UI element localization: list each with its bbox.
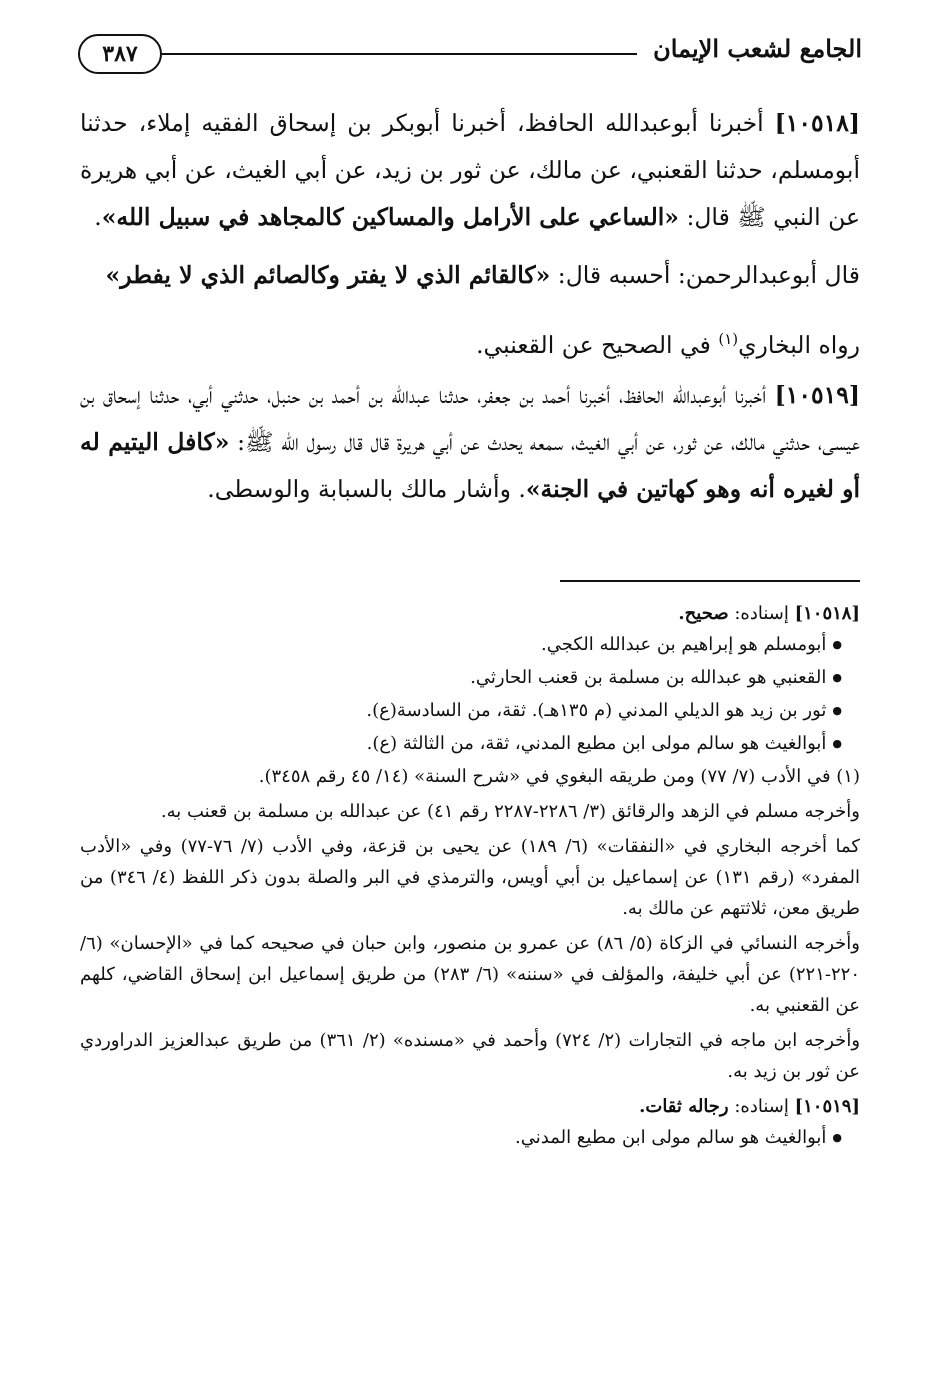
hadith-10519 (80, 372, 860, 513)
footnote-para: وأخرجه مسلم في الزهد والرقائق (٣/ ٢٢٨٦-٢٢٨٧ رقم ٤١) عن عبدالله بن مسلمة بن قعنب به. (160, 801, 860, 822)
footnote-para: وأخرجه ابن ماجه في التجارات (٢/ ٧٢٤) وأحمد في «مسنده» (٢/ ٣٦١) من طريق عبدالعزيز الدراوردي عن ثور بن زيد به. (80, 1030, 861, 1082)
hadith-number: [١٠٥١٨] (774, 109, 860, 137)
note-number: [١٠٥١٨] (794, 603, 860, 624)
note-10518-heading (80, 598, 860, 629)
note-bullet: ● أبوالغيث هو سالم مولى ابن مطيع المدني، ثقة، من الثالثة (ع). (80, 728, 860, 761)
main-text-p3 (80, 316, 860, 369)
hadith-chain-2: أخبرنا أبوعبدالله الحافظ، أخبرنا أحمد بن جعفر، حدثنا عبدالله بن أحمد بن حنبل، حدثني أبي، حدثنا إسحاق بن عيسى، حدثني مالك، عن ثور، عن أبي الغيث، سمعه يحدث عن أبي هريرة قال قال رسول الله ﷺ: (80, 381, 861, 456)
footnotes (80, 598, 860, 1155)
hadith-end-2: . وأشار مالك بالسبابة والوسطى. (207, 475, 526, 503)
note-bullet: ● ثور بن زيد هو الديلي المدني (م ١٣٥هـ). ثقة، من السادسة(ع). (80, 695, 860, 728)
hadith-quote: «الساعي على الأرامل والمساكين كالمجاهد في سبيل الله» (101, 203, 679, 231)
hadith-number-2: [١٠٥١٩] (774, 381, 860, 409)
note-label: إسناده: (728, 603, 795, 624)
footnote-ref-1: (١) (718, 330, 739, 348)
hadith-addition (80, 252, 860, 299)
riwayah-text: رواه البخاري (738, 330, 860, 359)
note-10519-heading (80, 1091, 860, 1122)
page-number: ٣٨٧ (78, 34, 162, 74)
hadith-10518 (80, 100, 860, 241)
addition-intro: قال أبوعبدالرحمن: أحسبه قال: (550, 261, 860, 289)
riwayah-end: في الصحيح عن القعنبي. (476, 330, 719, 359)
header-rule (162, 53, 637, 55)
note-bullet: ● أبومسلم هو إبراهيم بن عبدالله الكجي. (80, 629, 860, 662)
footnote-divider (560, 580, 860, 582)
addition-quote: «كالقائم الذي لا يفتر وكالصائم الذي لا يفطر» (105, 261, 551, 289)
book-title: الجامع لشعب الإيمان (653, 34, 862, 63)
note-grade: صحيح. (678, 603, 729, 624)
note-number-2: [١٠٥١٩] (794, 1096, 860, 1117)
footnote-para: وأخرجه النسائي في الزكاة (٥/ ٨٦) عن عمرو بن منصور، وابن حبان في صحيحه كما في «الإحسان» (٦/ ٢٢٠-٢٢١) عن أبي خليفة، والمؤلف في «سننه» (٦/ ٢٨٣) من طريق إسماعيل ابن إسحاق القاضي، كلهم عن القعنبي به. (80, 933, 860, 1016)
page-header (78, 30, 862, 84)
riwayah-line (80, 316, 860, 369)
note-label-2: إسناده: (728, 1096, 795, 1117)
note-bullet: ● القعنبي هو عبدالله بن مسلمة بن قعنب الحارثي. (80, 662, 860, 695)
footnote-para: كما أخرجه البخاري في «النفقات» (٦/ ١٨٩) عن يحيى بن قزعة، وفي الأدب (٧/ ٧٦-٧٧) وفي «الأدب المفرد» (رقم ١٣١) عن إسماعيل بن أبي أويس، والترمذي في البر والصلة بدون ذكر اللفظ (٤/ ٣٤٦) من طريق معن، ثلاثتهم عن مالك به. (80, 836, 860, 919)
main-text-p4 (80, 372, 860, 513)
footnote-1: (١) في الأدب (٧/ ٧٧) ومن طريقه البغوي في «شرح السنة» (١٤/ ٤٥ رقم ٣٤٥٨). (258, 766, 860, 787)
main-text (80, 100, 860, 241)
hadith-end: . (94, 203, 102, 231)
note-grade-2: رجاله ثقات. (639, 1096, 729, 1117)
main-text-p2 (80, 252, 860, 299)
hadith-quote-2: «كافل اليتيم له أو لغيره أنه وهو كهاتين في الجنة» (80, 428, 860, 503)
hadith-chain: أخبرنا أبوعبدالله الحافظ، أخبرنا أبوبكر بن إسحاق الفقيه إملاء، حدثنا أبومسلم، حدثنا القعنبي، عن مالك، عن ثور بن زيد، عن أبي الغيث، عن أبي هريرة عن النبي ﷺ قال: (80, 109, 860, 231)
note-bullet: ● أبوالغيث هو سالم مولى ابن مطيع المدني. (80, 1122, 860, 1155)
